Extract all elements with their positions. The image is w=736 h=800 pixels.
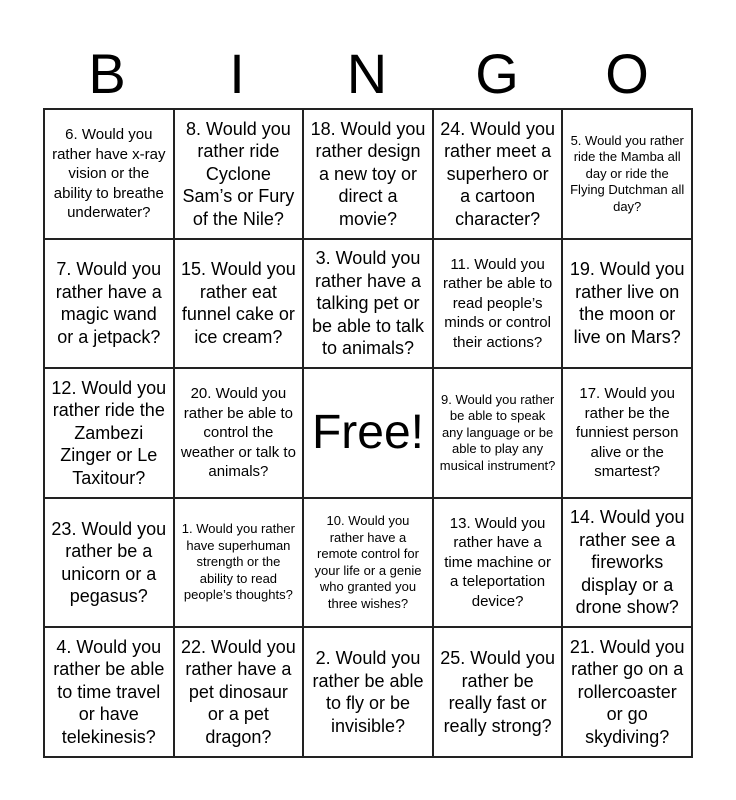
- bingo-cell[interactable]: [563, 240, 693, 370]
- bingo-cell[interactable]: [175, 110, 305, 240]
- cell-text: 15. Would you rather eat funnel cake or ice cream?: [181, 259, 296, 347]
- cell-text: 7. Would you rather have a magic wand or a jetpack?: [55, 259, 162, 347]
- bingo-cell[interactable]: [175, 499, 305, 629]
- cell-text: 18. Would you rather design a new toy or direct a movie?: [310, 118, 426, 229]
- bingo-cell[interactable]: [45, 110, 175, 240]
- cell-text: 4. Would you rather be able to time travel or have telekinesis?: [53, 636, 165, 747]
- header-letter-o: O: [605, 42, 651, 105]
- bingo-cell[interactable]: [45, 628, 175, 758]
- cell-text: 2. Would you rather be able to fly or be invisible?: [312, 648, 424, 736]
- bingo-cell[interactable]: [434, 110, 564, 240]
- cell-text: 24. Would you rather meet a superhero or a cartoon character?: [440, 118, 555, 229]
- cell-text: 3. Would you rather have a talking pet or be able to talk to animals?: [311, 248, 425, 359]
- cell-text: 1. Would you rather have superhuman strength or the ability to read people’s thoughts?: [181, 521, 295, 603]
- bingo-cell[interactable]: [175, 240, 305, 370]
- bingo-cell[interactable]: [563, 499, 693, 629]
- cell-text: 20. Would you rather be able to control the weather or talk to animals?: [180, 385, 296, 481]
- bingo-cell[interactable]: [304, 110, 434, 240]
- bingo-cell[interactable]: [304, 628, 434, 758]
- bingo-cell[interactable]: [175, 369, 305, 499]
- bingo-cell[interactable]: [434, 628, 564, 758]
- bingo-header: [43, 40, 693, 108]
- bingo-cell[interactable]: [45, 499, 175, 629]
- cell-text: 9. Would you rather be able to speak any language or be able to play any musical instrument?: [439, 391, 556, 473]
- bingo-cell[interactable]: [563, 628, 693, 758]
- bingo-cell[interactable]: [434, 240, 564, 370]
- cell-text: 23. Would you rather be a unicorn or a pegasus?: [51, 518, 167, 607]
- cell-text: 11. Would you rather be able to read people’s minds or control their actions?: [442, 255, 553, 351]
- cell-text: 14. Would you rather see a fireworks display or a drone show?: [569, 507, 685, 618]
- cell-text: 13. Would you rather have a time machine or a teleportation device?: [444, 514, 551, 610]
- free-space-label: Free!: [311, 405, 424, 459]
- cell-text: 6. Would you rather have x-ray vision or the ability to breathe underwater?: [52, 126, 166, 222]
- free-space[interactable]: [304, 369, 434, 499]
- bingo-cell[interactable]: [304, 240, 434, 370]
- header-letter-b: B: [88, 42, 128, 105]
- bingo-cell[interactable]: [434, 499, 564, 629]
- cell-text: 19. Would you rather live on the moon or live on Mars?: [569, 259, 685, 347]
- bingo-cell[interactable]: [563, 369, 693, 499]
- bingo-cell[interactable]: [563, 110, 693, 240]
- cell-text: 22. Would you rather have a pet dinosaur or a pet dragon?: [181, 636, 296, 747]
- cell-text: 10. Would you rather have a remote control for your life or a genie who granted you three wishes?: [314, 513, 422, 611]
- bingo-cell[interactable]: [45, 369, 175, 499]
- cell-text: 17. Would you rather be the funniest person alive or the smartest?: [575, 385, 679, 481]
- bingo-cell[interactable]: [304, 499, 434, 629]
- bingo-cell[interactable]: [45, 240, 175, 370]
- header-letter-i: I: [229, 42, 247, 105]
- cell-text: 25. Would you rather be really fast or really strong?: [440, 648, 555, 736]
- bingo-grid: [43, 108, 693, 758]
- header-letter-n: N: [346, 42, 390, 105]
- cell-text: 21. Would you rather go on a rollercoaster or go skydiving?: [569, 636, 685, 747]
- bingo-cell[interactable]: [434, 369, 564, 499]
- cell-text: 5. Would you rather ride the Mamba all day or ride the Flying Dutchman all day?: [570, 132, 685, 214]
- cell-text: 8. Would you rather ride Cyclone Sam’s or Fury of the Nile?: [182, 118, 295, 229]
- bingo-cell[interactable]: [175, 628, 305, 758]
- cell-text: 12. Would you rather ride the Zambezi Zinger or Le Taxitour?: [51, 377, 167, 488]
- header-letter-g: G: [475, 42, 521, 105]
